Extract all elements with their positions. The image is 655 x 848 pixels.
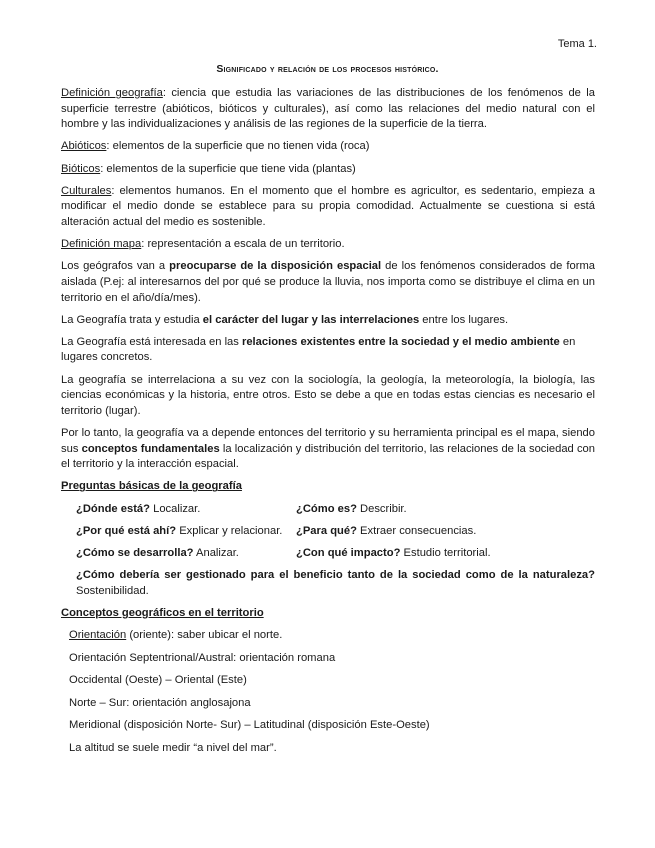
term-label: Orientación [69, 629, 127, 642]
term-label: Bióticos [61, 162, 101, 175]
term-label: Culturales [61, 184, 112, 197]
document-title: Significado y relación de los procesos histórico. [216, 63, 439, 75]
concept-item: Orientación Septentrional/Austral: orientación romana [69, 651, 336, 664]
text-run: Los geógrafos van a [61, 260, 170, 273]
bold-run: relaciones existentes entre la sociedad y el medio ambiente [241, 335, 560, 348]
text-run: la localización y distribución del territorio, las relaciones de la sociedad con el territorio y la interacción espacial. [61, 442, 595, 471]
definition-abioticos [61, 139, 595, 155]
paragraph-interrelaciona: La geografía se interrelaciona a su vez con la sociología, la geología, la meteorología, la biología, las ciencias económicas y la historia, entre otros. Esto se debe a que en todas estas ciencias es necesario el territorio (lugar). [61, 373, 595, 417]
question-sostenibilidad [61, 568, 595, 599]
question-row [61, 546, 595, 562]
term-text: : elementos humanos. En el momento que el hombre es agricultor, es sedentario, empieza a modificar el medio donde se establece para su propia comodidad. Actualmente se cuestiona si está alteración actual del medio es sostenible. [61, 184, 595, 228]
answer-text: Localizar. [149, 502, 201, 515]
question-row [61, 524, 595, 540]
question-text: ¿Por qué está ahí? [76, 524, 177, 537]
concept-item: Norte – Sur: orientación anglosajona [69, 696, 251, 709]
definition-bioticos [61, 162, 595, 178]
term-label: Definición geografía [61, 87, 163, 99]
concept-orientacion [61, 628, 595, 644]
question-text: ¿Para qué? [296, 524, 357, 537]
term-text: : representación a escala de un territorio. [141, 238, 345, 251]
preguntas-heading: Preguntas básicas de la geografía [61, 480, 242, 493]
question-text: ¿Cómo debería ser gestionado para el beneficio tanto de la sociedad como de la naturaleza? [76, 569, 595, 582]
question-cell [76, 546, 296, 562]
bold-run: el carácter del lugar y las interrelaciones [202, 313, 420, 326]
question-text: ¿Cómo es? [296, 502, 357, 515]
paragraph-interesada [61, 335, 595, 366]
text-run: de los fenómenos considerados de forma aislada (P.ej: al interesarnos del por qué se produce la lluvia, nos importa como se distribuye el clima en un territorio en el año/día/mes). [61, 260, 595, 304]
term-text: (oriente): saber ubicar el norte. [126, 629, 283, 642]
text-run: en lugares concretos. [61, 335, 576, 364]
term-text: : elementos de la superficie que tiene vida (plantas) [100, 162, 356, 175]
term-text: : ciencia que estudia las variaciones de las distribuciones de los fenómenos de la superficie terrestre (abióticos, bióticos y culturales), así como las relaciones del medio natural con el hombre y las individualizaciones y análisis de las regiones de la superficie de la tierra. [61, 87, 595, 131]
conceptos-heading: Conceptos geográficos en el territorio [61, 606, 264, 619]
definition-geografia [61, 86, 595, 133]
term-label: Abióticos [61, 140, 107, 153]
answer-text: Describir. [356, 502, 407, 515]
term-text: : elementos de la superficie que no tienen vida (roca) [106, 140, 370, 153]
text-run: La Geografía trata y estudia [61, 313, 203, 326]
tema-label: Tema 1. [557, 38, 597, 50]
concept-item: La altitud se suele medir “a nivel del mar”. [69, 741, 277, 754]
bold-run: preocuparse de la disposición espacial [169, 260, 382, 273]
concept-item: Occidental (Oeste) – Oriental (Este) [69, 674, 247, 687]
question-text: ¿Dónde está? [76, 502, 150, 515]
text-run: entre los lugares. [419, 313, 509, 326]
question-cell [76, 502, 296, 518]
answer-text: Explicar y relacionar. [176, 524, 283, 537]
bold-run: conceptos fundamentales [81, 442, 220, 455]
answer-text: Sostenibilidad. [76, 584, 149, 597]
document-body [61, 86, 595, 763]
question-row [61, 502, 595, 518]
question-cell [296, 502, 595, 518]
text-run: La Geografía está interesada en las [61, 335, 242, 348]
paragraph-trata [61, 313, 595, 329]
definition-mapa [61, 237, 595, 253]
answer-text: Estudio territorial. [400, 546, 491, 559]
question-text: ¿Con qué impacto? [296, 546, 401, 559]
question-text: ¿Cómo se desarrolla? [76, 546, 194, 559]
concept-item: Meridional (disposición Norte- Sur) – Latitudinal (disposición Este-Oeste) [69, 719, 430, 732]
question-cell [76, 524, 296, 540]
paragraph-geografos [61, 259, 595, 306]
question-cell [296, 546, 595, 562]
text-run: Por lo tanto, la geografía va a depende entonces del territorio y su herramienta principal es el mapa, siendo sus [61, 427, 595, 455]
answer-text: Analizar. [193, 546, 239, 559]
definition-culturales [61, 184, 595, 231]
paragraph-por-lo-tanto [61, 426, 595, 473]
question-cell [296, 524, 595, 540]
term-label: Definición mapa [61, 238, 142, 251]
answer-text: Extraer consecuencias. [356, 524, 477, 537]
